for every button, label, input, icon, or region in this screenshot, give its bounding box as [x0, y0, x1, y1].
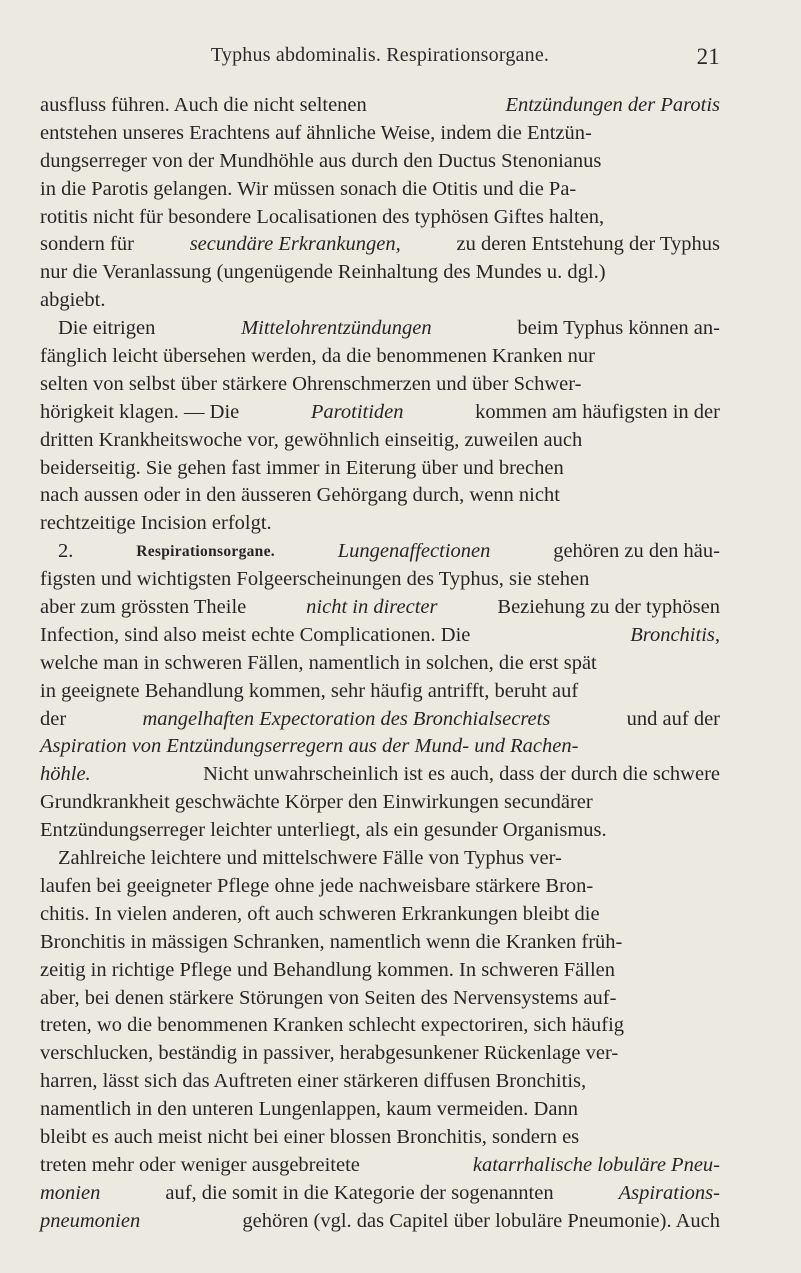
text-run: nur die Veranlassung (ungenügende Reinhaltung des Mundes u. dgl.)	[40, 261, 606, 284]
text-run: in geeignete Behandlung kommen, sehr häufig antrifft, beruht auf	[40, 679, 579, 702]
text-line	[40, 873, 720, 901]
text-run: rechtzeitige Incision erfolgt.	[40, 512, 272, 535]
text-run: Entzündungserreger leichter unterliegt, als ein gesunder Organismus.	[40, 819, 607, 842]
italic-run: Aspirations-	[618, 1181, 720, 1204]
text-line	[40, 510, 720, 538]
text-line	[40, 1208, 720, 1236]
text-run: verschlucken, beständig in passiver, herabgesunkener Rückenlage ver-	[40, 1042, 619, 1065]
text-line	[40, 1096, 720, 1124]
text-line	[40, 482, 720, 510]
text-run: dritten Krankheitswoche vor, gewöhnlich einseitig, zuweilen auch	[40, 428, 583, 451]
text-line	[40, 901, 720, 929]
text-line	[40, 148, 720, 176]
italic-run: Entzündungen der Parotis	[505, 94, 720, 116]
text-run: harren, lässt sich das Auftreten einer stärkeren diffusen Bronchitis,	[40, 1070, 587, 1093]
text-run: aber, bei denen stärkere Störungen von Seiten des Nervensystems auf-	[40, 986, 617, 1009]
text-run: Bronchitis in mässigen Schranken, namentlich wenn die Kranken früh-	[40, 930, 623, 953]
text-line	[40, 678, 720, 706]
text-run: aber zum grössten Theile	[40, 596, 247, 619]
text-line	[40, 204, 720, 232]
text-run: hörigkeit klagen. — Die	[40, 400, 240, 423]
text-line	[40, 1180, 720, 1208]
text-run: selten von selbst über stärkere Ohrenschmerzen und über Schwer-	[40, 372, 582, 395]
text-line	[40, 1012, 720, 1040]
italic-run: mangelhaften Expectoration des Bronchialsecrets	[142, 707, 551, 730]
text-run: fänglich leicht übersehen werden, da die benommenen Kranken nur	[40, 345, 595, 368]
text-run: auf, die somit in die Kategorie der sogenannten	[165, 1181, 554, 1204]
italic-run: secundäre Erkrankungen,	[189, 233, 401, 256]
text-line	[40, 1124, 720, 1152]
italic-run: monien	[40, 1181, 101, 1204]
text-run: dungserreger von der Mundhöhle aus durch den Ductus Stenonianus	[40, 149, 602, 172]
text-run: Die eitrigen	[58, 317, 156, 340]
text-line	[40, 845, 720, 873]
text-run: namentlich in den unteren Lungenlappen, kaum vermeiden. Dann	[40, 1098, 578, 1121]
italic-run: Parotitiden	[310, 400, 404, 423]
body-text	[40, 92, 720, 1236]
text-line	[40, 1068, 720, 1096]
italic-run: Mittelohrentzündungen	[241, 317, 432, 340]
text-line	[40, 1040, 720, 1068]
text-line	[40, 176, 720, 204]
text-line	[40, 566, 720, 594]
section-number: 2.	[58, 540, 74, 563]
text-run: treten, wo die benommenen Kranken schlecht expectoriren, sich häufig	[40, 1014, 625, 1037]
text-run: nach aussen oder in den äusseren Gehörgang durch, wenn nicht	[40, 484, 560, 507]
running-title: Typhus abdominalis. Respirationsorgane.	[210, 44, 550, 66]
text-run: Zahlreiche leichtere und mittelschwere Fälle von Typhus ver-	[58, 847, 562, 870]
text-line	[40, 1152, 720, 1180]
text-run: kommen am häufigsten in der	[475, 400, 720, 423]
text-run: beiderseitig. Sie gehen fast immer in Eiterung über und brechen	[40, 456, 564, 479]
text-line	[40, 789, 720, 817]
page-number: 21	[696, 44, 720, 69]
italic-run: pneumonien	[40, 1209, 141, 1232]
text-line	[40, 259, 720, 287]
text-line	[40, 733, 720, 761]
text-run: gehören zu den häu-	[553, 540, 720, 563]
text-run: entstehen unseres Erachtens auf ähnliche Weise, indem die Entzün-	[40, 121, 592, 144]
text-line	[40, 985, 720, 1013]
text-run: zu deren Entstehung der Typhus	[456, 233, 720, 256]
text-run: der	[40, 707, 67, 730]
text-run: Nicht unwahrscheinlich ist es auch, dass der durch die schwere	[203, 763, 720, 786]
text-run: beim Typhus können an-	[517, 317, 720, 340]
text-line	[40, 929, 720, 957]
text-run: Grundkrankheit geschwächte Körper den Einwirkungen secundärer	[40, 791, 593, 814]
text-line	[40, 399, 720, 427]
italic-run: katarrhalische lobuläre Pneu-	[472, 1153, 720, 1176]
italic-run: Lungenaffectionen	[337, 540, 491, 563]
text-run: welche man in schweren Fällen, namentlich in solchen, die erst spät	[40, 651, 597, 674]
text-line	[40, 287, 720, 315]
italic-run: Aspiration von Entzündungserregern aus der Mund- und Rachen-	[40, 735, 579, 758]
text-run: Beziehung zu der typhösen	[497, 596, 720, 619]
text-line	[40, 455, 720, 483]
text-line	[40, 343, 720, 371]
text-run: laufen bei geeigneter Pflege ohne jede nachweisbare stärkere Bron-	[40, 874, 594, 897]
text-line	[40, 706, 720, 734]
text-line	[40, 817, 720, 845]
text-run: zeitig in richtige Pflege und Behandlung kommen. In schweren Fällen	[40, 958, 615, 981]
text-line	[40, 92, 720, 120]
text-line	[40, 957, 720, 985]
text-line	[40, 231, 720, 259]
text-run: rotitis nicht für besondere Localisationen des typhösen Giftes halten,	[40, 205, 605, 228]
section-heading: Respirationsorgane.	[136, 543, 275, 561]
text-line	[40, 371, 720, 399]
italic-run: nicht in directer	[306, 596, 438, 619]
text-run: und auf der	[626, 707, 720, 730]
text-line	[40, 315, 720, 343]
text-run: chitis. In vielen anderen, oft auch schweren Erkrankungen bleibt die	[40, 902, 600, 925]
text-line	[40, 622, 720, 650]
text-line	[40, 594, 720, 622]
text-run: Infection, sind also meist echte Complicationen. Die	[40, 623, 471, 646]
italic-run: höhle.	[40, 763, 91, 786]
text-run: abgiebt.	[40, 289, 106, 312]
text-run: figsten und wichtigsten Folgeerscheinungen des Typhus, sie stehen	[40, 568, 590, 591]
text-run: gehören (vgl. das Capitel über lobuläre Pneumonie). Auch	[242, 1209, 720, 1232]
text-line	[40, 538, 720, 566]
text-line	[40, 761, 720, 789]
text-line	[40, 427, 720, 455]
text-run: sondern für	[40, 233, 134, 256]
text-run: ausfluss führen. Auch die nicht seltenen	[40, 94, 367, 116]
text-run: bleibt es auch meist nicht bei einer blossen Bronchitis, sondern es	[40, 1125, 580, 1148]
text-run: in die Parotis gelangen. Wir müssen sonach die Otitis und die Pa-	[40, 177, 577, 200]
italic-run: Bronchitis,	[630, 623, 720, 646]
running-header	[40, 44, 720, 74]
text-line	[40, 650, 720, 678]
text-run: treten mehr oder weniger ausgebreitete	[40, 1153, 360, 1176]
text-line	[40, 120, 720, 148]
